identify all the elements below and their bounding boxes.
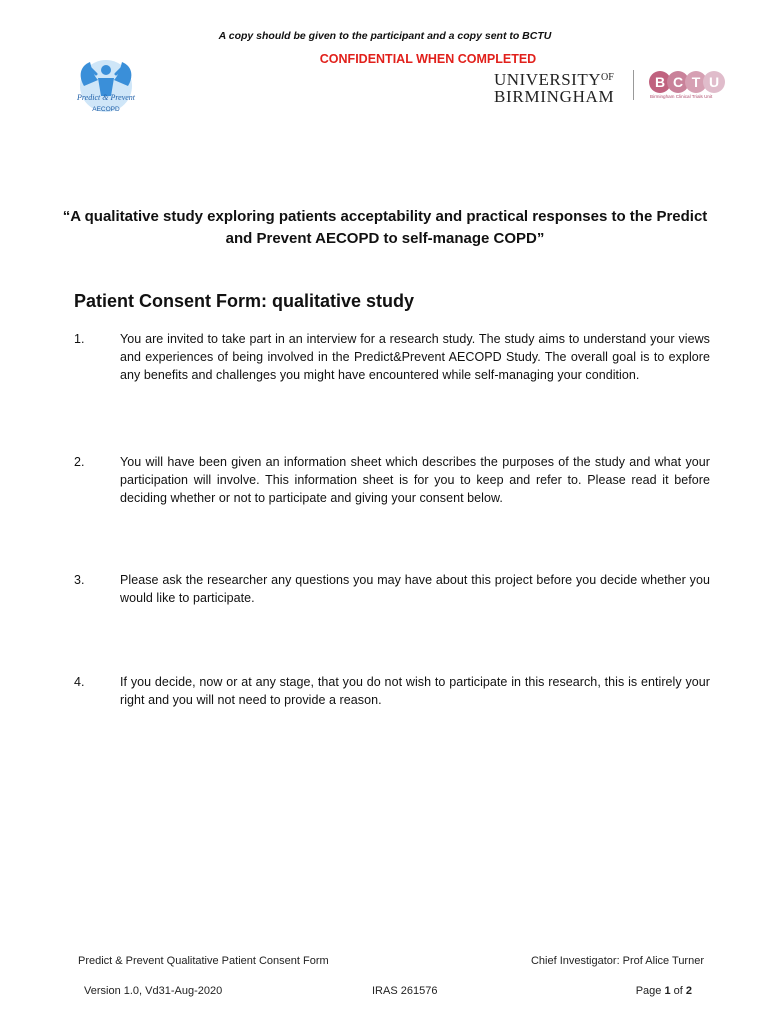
footer-chief-investigator: Chief Investigator: Prof Alice Turner	[530, 955, 704, 967]
page-prefix: Page	[635, 985, 665, 997]
confidential-banner: CONFIDENTIAL WHEN COMPLETED	[319, 52, 537, 66]
item-number: 1.	[74, 332, 85, 346]
uob-of: OF	[601, 72, 614, 83]
item-text: Please ask the researcher any questions you may have about this project before you decide whether you would like to participate.	[120, 573, 710, 605]
bctu-letter-t: T	[691, 74, 701, 90]
item-text: You are invited to take part in an interview for a research study. The study aims to understand your views and experiences of being involved in the Predict&Prevent AECOPD Study. The overall goal is to explore any benefits and challenges you might have encountered while self-managing your condition.	[120, 332, 710, 382]
item-text: If you decide, now or at any stage, that you do not wish to participate in this research, this is entirely your right and you will not need to provide a reason.	[120, 675, 710, 707]
footer-page-number	[636, 985, 692, 997]
logo-divider	[633, 70, 634, 100]
item-number: 3.	[74, 573, 85, 587]
uob-line2: BIRMINGHAM	[494, 87, 615, 106]
page-of: of	[670, 985, 686, 997]
item-text: You will have been given an information sheet which describes the purposes of the study and what your participation will involve. This information sheet is for you to keep and refer to. Please read it before deciding whether or not to participate and giving your consent below.	[120, 455, 710, 505]
page-total: 2	[685, 985, 692, 997]
study-title: “A qualitative study exploring patients acceptability and practical responses to the Predict and Prevent AECOPD to self-manage COPD”	[62, 208, 708, 247]
distribution-note: A copy should be given to the participant and a copy sent to BCTU	[218, 30, 552, 42]
bctu-letter-b: B	[654, 74, 666, 90]
page-current: 1	[664, 985, 671, 997]
bctu-letter-c: C	[672, 74, 684, 90]
predict-prevent-logo-text: Predict & Prevent	[76, 93, 136, 102]
predict-prevent-logo-sub: AECOPD	[92, 106, 120, 113]
footer-form-name: Predict & Prevent Qualitative Patient Consent Form	[78, 955, 329, 967]
footer-iras: IRAS 261576	[372, 985, 438, 997]
predict-prevent-logo	[68, 56, 144, 118]
bctu-letter-u: U	[708, 74, 720, 90]
footer-version: Version 1.0, Vd31-Aug-2020	[84, 985, 223, 997]
uob-line1: UNIVERSITY	[494, 70, 601, 89]
item-number: 4.	[74, 675, 85, 689]
item-number: 2.	[74, 455, 85, 469]
bctu-subtitle: Birmingham Clinical Trials Unit	[650, 94, 713, 99]
university-of-birmingham-logo	[494, 70, 626, 106]
form-heading: Patient Consent Form: qualitative study	[74, 291, 415, 311]
